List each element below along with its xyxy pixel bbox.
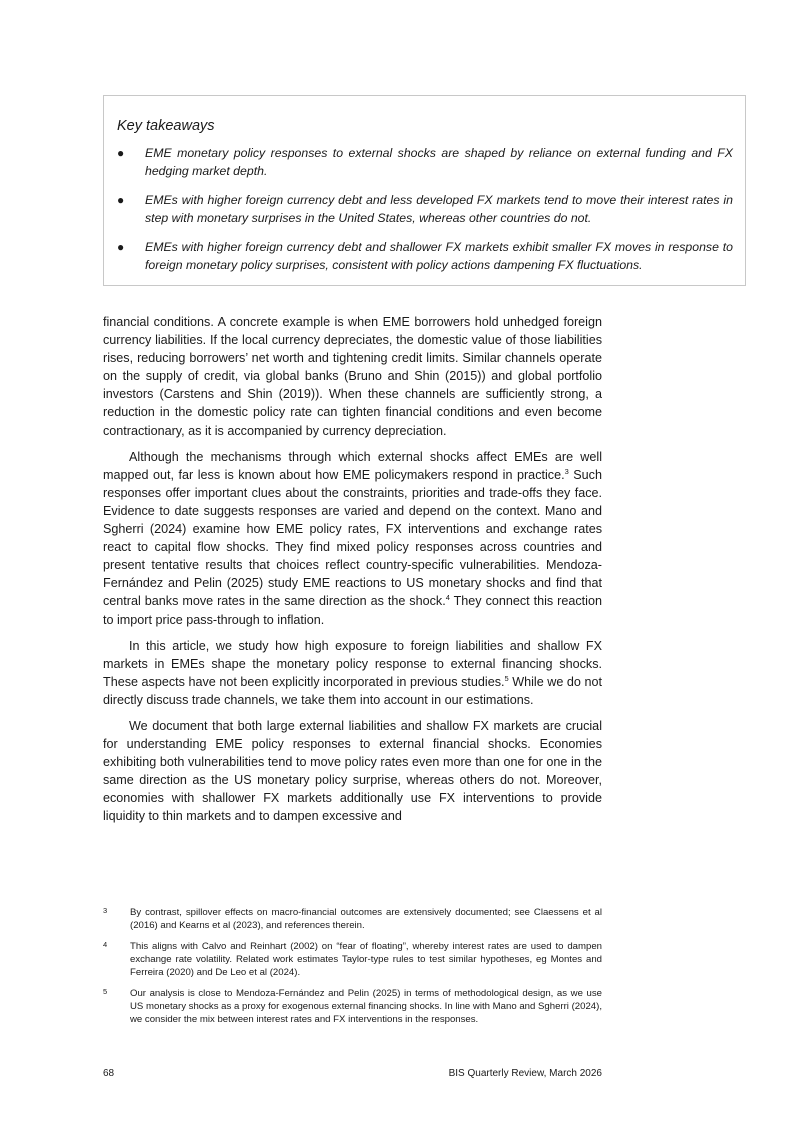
footnote-ref[interactable]: 4 [445, 593, 450, 603]
footnote-number: 3 [103, 906, 108, 915]
key-takeaways-title: Key takeaways [117, 118, 215, 134]
page-number: 68 [103, 1068, 115, 1079]
footnote-ref[interactable]: 5 [504, 673, 509, 683]
takeaway-item [117, 144, 733, 180]
footnote-text: By contrast, spillover effects on macro-financial outcomes are extensively documented; see Claessens et al (2016) and Kearns et al (2023), and references therein. [130, 907, 602, 931]
footnote-ref[interactable]: 3 [564, 466, 569, 476]
paragraph-text: While we do not directly discuss trade channels, we take them into account in our estimations. [103, 674, 602, 707]
takeaway-item [117, 191, 733, 227]
paragraph-text: Although the mechanisms through which external shocks affect EMEs are well mapped out, far less is known about how EME policymakers respond in practice. [103, 449, 602, 482]
takeaway-text: EMEs with higher foreign currency debt and less developed FX markets tend to move their interest rates in step with monetary surprises in the United States, whereas other countries do not. [145, 193, 733, 225]
footnote-number: 5 [103, 987, 108, 996]
footnote [103, 906, 602, 932]
footnote-text: This aligns with Calvo and Reinhart (2002) on “fear of floating”, whereby interest rates are used to dampen exchange rate volatility. Related work estimates Taylor-type rules to test similar hypotheses, eg Montes and Ferreira (2020) and De Leo et al (2024). [130, 941, 602, 978]
footnote-number: 4 [103, 940, 108, 949]
takeaway-item [117, 238, 733, 274]
article-body [103, 313, 602, 834]
key-takeaways-list [117, 144, 733, 274]
paragraph-text: They connect this reaction to import price pass-through to inflation. [103, 594, 602, 627]
paragraph-text: Such responses offer important clues about the constraints, priorities and trade-offs they face. Evidence to date suggests responses are varied and depend on the context. Mano and Sgherri (2024) examine how EME policy rates, FX interventions and exchange rates react to capital flow shocks. They find mixed policy responses across countries and present tentative results that choices reflect country-specific vulnerabilities. Mendoza-Fernández and Pelin (2025) study EME reactions to US monetary shocks and find that central banks move rates in the same direction as the shock. [103, 467, 602, 609]
bullet-icon: ● [117, 146, 125, 160]
key-takeaways-box [103, 95, 746, 286]
footnotes [103, 906, 602, 1034]
footnote [103, 987, 602, 1026]
paragraph-text: In this article, we study how high exposure to foreign liabilities and shallow FX markets in EMEs shape the monetary policy response to external financing shocks. These aspects have not been explicitly incorporated in previous studies. [103, 638, 602, 689]
paragraph [103, 448, 602, 629]
paragraph: We document that both large external liabilities and shallow FX markets are crucial for understanding EME policy responses to external financial shocks. Economies exhibiting both vulnerabilities tend to move policy rates even more than one for one in the same direction as the US monetary policy surprise, whereas others do not. Moreover, economies with shallower FX markets additionally use FX interventions to provide liquidity to thin markets and to dampen excessive and [103, 718, 602, 824]
publication-title: BIS Quarterly Review, March 2026 [448, 1068, 602, 1079]
takeaway-text: EMEs with higher foreign currency debt and shallower FX markets exhibit smaller FX moves in response to foreign monetary policy surprises, consistent with policy actions dampening FX fluctuations. [145, 240, 733, 272]
footnote-text: Our analysis is close to Mendoza-Fernández and Pelin (2025) in terms of methodological design, as we use US monetary shocks as a proxy for exogenous external financing shocks. In line with Mano and Sgherri (2024), we consider the mix between interest rates and FX interventions in the responses. [130, 988, 602, 1025]
takeaway-text: EME monetary policy responses to external shocks are shaped by reliance on external funding and FX hedging market depth. [145, 146, 733, 178]
bullet-icon: ● [117, 193, 125, 207]
paragraph: financial conditions. A concrete example is when EME borrowers hold unhedged foreign currency liabilities. If the local currency depreciates, the domestic value of those liabilities rises, reducing borrowers’ net worth and tightening credit limits. Similar channels operate on the supply of credit, via global banks (Bruno and Shin (2015)) and global portfolio investors (Carstens and Shin (2019)). When these channels are sufficiently strong, a reduction in the domestic policy rate can tighten financial conditions and even become contractionary, as it is accompanied by currency depreciation. [103, 315, 602, 438]
bullet-icon: ● [117, 240, 125, 254]
footnote [103, 940, 602, 979]
paragraph [103, 637, 602, 709]
